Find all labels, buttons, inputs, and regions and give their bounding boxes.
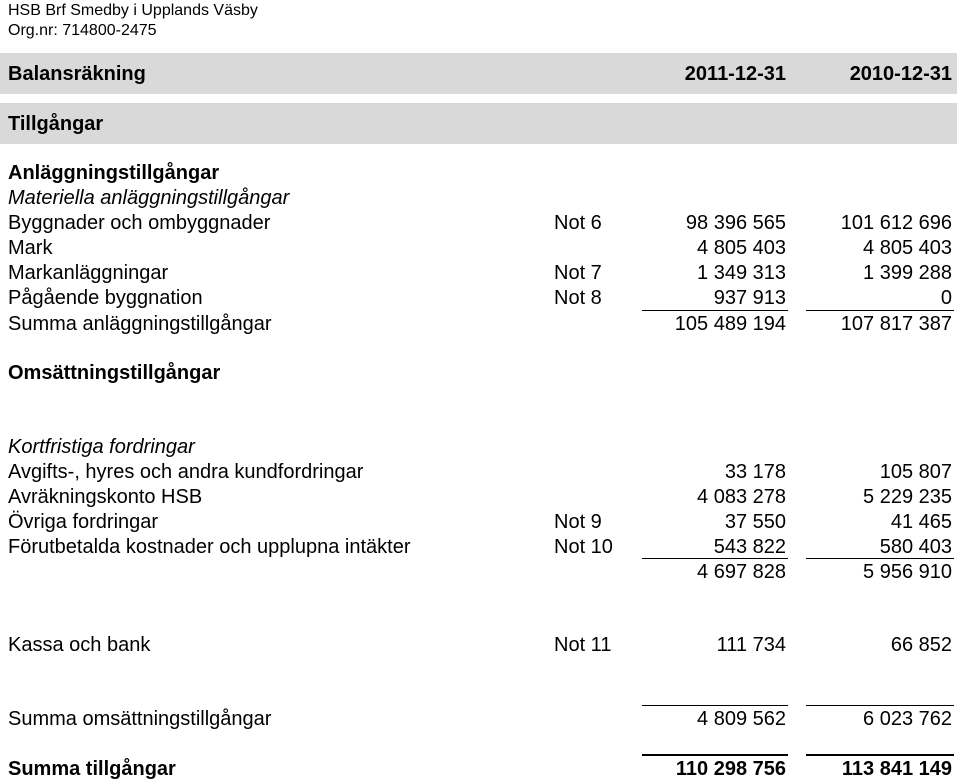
value-2010: 580 403 — [879, 536, 952, 558]
value-2011: 98 396 565 — [685, 212, 786, 234]
kassa-label: Kassa och bank — [8, 634, 151, 656]
value-2011: 543 822 — [713, 536, 786, 558]
total-value-2010: 113 841 149 — [841, 758, 952, 780]
section-title: Tillgångar — [8, 113, 104, 135]
subtotal-value-2010: 5 956 910 — [863, 561, 952, 583]
note-ref: Not 11 — [554, 634, 612, 656]
value-2011: 937 913 — [713, 287, 786, 309]
value-2010: 1 399 288 — [863, 262, 952, 284]
value-2010: 101 612 696 — [840, 212, 952, 234]
value-2011: 111 734 — [716, 634, 786, 656]
value-2011: 33 178 — [724, 461, 786, 483]
anlaggning-heading: Anläggningstillgångar — [8, 162, 220, 184]
value-2010: 41 465 — [890, 511, 952, 533]
table-row-label: Avgifts-, hyres och andra kundfordringar — [8, 461, 364, 483]
year-2010-header: 2010-12-31 — [849, 63, 952, 85]
value-2010: 5 229 235 — [863, 486, 952, 508]
value-2010: 4 805 403 — [863, 237, 952, 259]
sum-rule — [642, 310, 788, 311]
table-row-label: Pågående byggnation — [8, 287, 203, 309]
sum-value-2011: 105 489 194 — [674, 313, 786, 335]
value-2010: 0 — [940, 287, 952, 309]
organization-name: HSB Brf Smedby i Upplands Väsby — [8, 2, 258, 19]
total-value-2011: 110 298 756 — [675, 758, 786, 780]
total-label: Summa tillgångar — [8, 758, 176, 780]
sum-value-2011: 4 809 562 — [697, 708, 786, 730]
omsattning-subheading: Kortfristiga fordringar — [8, 436, 195, 458]
value-2011: 1 349 313 — [697, 262, 786, 284]
subtotal-rule — [642, 558, 788, 559]
sum-value-2010: 6 023 762 — [863, 708, 952, 730]
note-ref: Not 10 — [554, 536, 613, 558]
value-2011: 37 550 — [724, 511, 786, 533]
subtotal-rule — [806, 558, 954, 559]
page-title: Balansräkning — [8, 63, 146, 85]
sum-rule — [806, 705, 954, 706]
table-row-label: Byggnader och ombyggnader — [8, 212, 271, 234]
total-rule — [806, 754, 954, 756]
sum-rule — [806, 310, 954, 311]
total-rule — [642, 754, 788, 756]
value-2010: 105 807 — [879, 461, 952, 483]
omsattning-heading: Omsättningstillgångar — [8, 362, 221, 384]
section-band — [0, 103, 957, 144]
note-ref: Not 6 — [554, 212, 602, 234]
anlaggning-subheading: Materiella anläggningstillgångar — [8, 187, 290, 209]
sum-value-2010: 107 817 387 — [840, 313, 952, 335]
note-ref: Not 9 — [554, 511, 602, 533]
value-2011: 4 083 278 — [697, 486, 786, 508]
table-row-label: Markanläggningar — [8, 262, 169, 284]
sum-rule — [642, 705, 788, 706]
note-ref: Not 7 — [554, 262, 602, 284]
year-2011-header: 2011-12-31 — [684, 63, 786, 85]
value-2011: 4 805 403 — [697, 237, 786, 259]
organization-number: Org.nr: 714800-2475 — [8, 22, 157, 39]
subtotal-value-2011: 4 697 828 — [697, 561, 786, 583]
table-row-label: Övriga fordringar — [8, 511, 159, 533]
table-row-label: Mark — [8, 237, 53, 259]
sum-label: Summa omsättningstillgångar — [8, 708, 272, 730]
table-row-label: Avräkningskonto HSB — [8, 486, 203, 508]
sum-label: Summa anläggningstillgångar — [8, 313, 272, 335]
note-ref: Not 8 — [554, 287, 602, 309]
table-row-label: Förutbetalda kostnader och upplupna intäkter — [8, 536, 411, 558]
value-2010: 66 852 — [890, 634, 952, 656]
